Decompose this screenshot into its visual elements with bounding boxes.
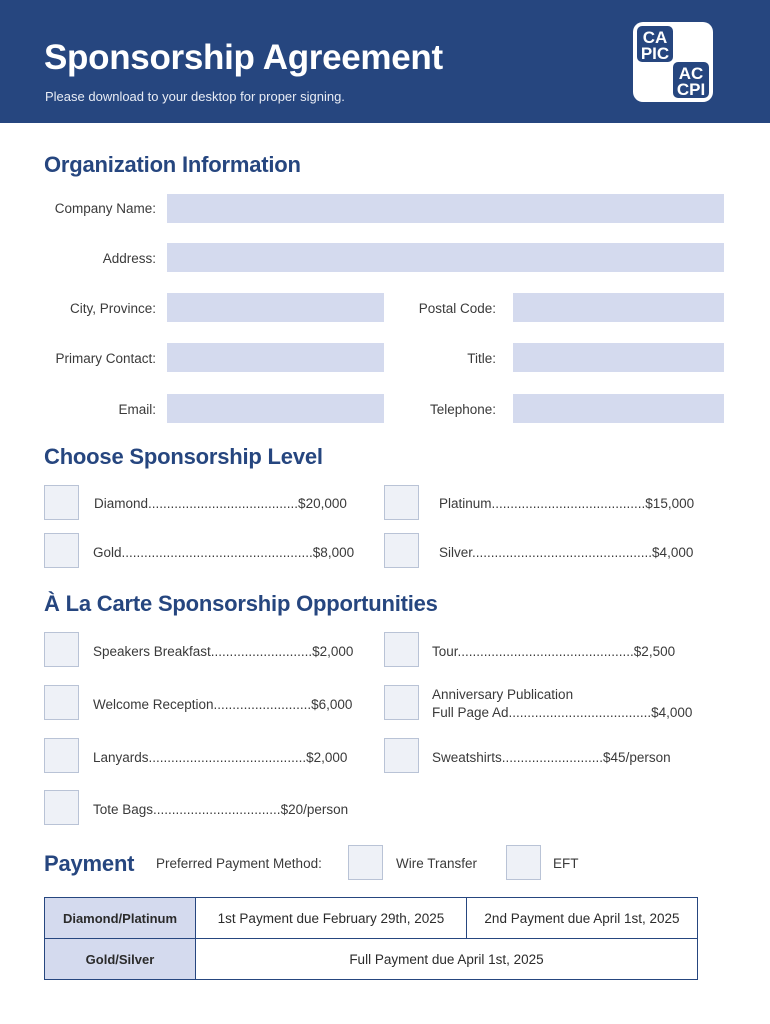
sweatshirts-label: Sweatshirts...........................$45/person bbox=[432, 750, 671, 765]
payment-section-title: Payment bbox=[44, 851, 135, 876]
payment-schedule-table bbox=[44, 897, 698, 980]
org-section-title: Organization Information bbox=[44, 152, 301, 177]
payment-cell: Full Payment due April 1st, 2025 bbox=[196, 939, 698, 980]
lanyards-checkbox[interactable] bbox=[44, 738, 79, 773]
header-banner bbox=[0, 0, 770, 123]
wire-transfer-label: Wire Transfer bbox=[396, 856, 478, 871]
city-province-label: City, Province: bbox=[69, 301, 156, 316]
tour-checkbox[interactable] bbox=[384, 632, 419, 667]
page-subtitle: Please download to your desktop for proper signing. bbox=[45, 89, 345, 104]
platinum-option-label: Platinum.........................................$15,000 bbox=[439, 496, 695, 511]
silver-option-label: Silver................................................$4,000 bbox=[439, 545, 694, 560]
welcome-reception-label: Welcome Reception..........................$6,000 bbox=[93, 697, 353, 712]
sweatshirts-checkbox[interactable] bbox=[384, 738, 419, 773]
svg-text:CA: CA bbox=[642, 28, 668, 47]
eft-checkbox[interactable] bbox=[506, 845, 541, 880]
title-field[interactable] bbox=[513, 343, 724, 372]
svg-text:PIC: PIC bbox=[640, 44, 670, 63]
silver-checkbox[interactable] bbox=[384, 533, 419, 568]
city-province-field[interactable] bbox=[167, 293, 384, 322]
capic-logo bbox=[633, 22, 713, 102]
eft-label: EFT bbox=[553, 856, 579, 871]
page-title: Sponsorship Agreement bbox=[44, 38, 443, 77]
diamond-checkbox[interactable] bbox=[44, 485, 79, 520]
level-section-title: Choose Sponsorship Level bbox=[44, 444, 323, 469]
anniversary-publication-label: Anniversary Publication bbox=[432, 687, 574, 702]
row-header-diamond-platinum: Diamond/Platinum bbox=[45, 898, 196, 939]
company-name-field[interactable] bbox=[167, 194, 724, 223]
gold-option-label: Gold...................................................$8,000 bbox=[93, 545, 355, 560]
diamond-option-label: Diamond........................................$20,000 bbox=[94, 496, 347, 511]
tour-label: Tour...............................................$2,500 bbox=[432, 644, 676, 659]
table-row bbox=[45, 898, 698, 939]
address-field[interactable] bbox=[167, 243, 724, 272]
anniversary-publication-checkbox[interactable] bbox=[384, 685, 419, 720]
full-page-ad-label: Full Page Ad......................................$4,000 bbox=[432, 705, 693, 720]
payment-cell: 2nd Payment due April 1st, 2025 bbox=[467, 898, 698, 939]
primary-contact-field[interactable] bbox=[167, 343, 384, 372]
postal-code-field[interactable] bbox=[513, 293, 724, 322]
speakers-breakfast-checkbox[interactable] bbox=[44, 632, 79, 667]
platinum-checkbox[interactable] bbox=[384, 485, 419, 520]
tote-bags-checkbox[interactable] bbox=[44, 790, 79, 825]
svg-text:AC: AC bbox=[678, 64, 704, 83]
primary-contact-label: Primary Contact: bbox=[55, 351, 156, 366]
tote-bags-label: Tote Bags..................................$20/person bbox=[93, 802, 349, 817]
lanyards-label: Lanyards..........................................$2,000 bbox=[93, 750, 348, 765]
row-header-gold-silver: Gold/Silver bbox=[45, 939, 196, 980]
postal-code-label: Postal Code: bbox=[418, 301, 496, 316]
wire-transfer-checkbox[interactable] bbox=[348, 845, 383, 880]
address-label: Address: bbox=[102, 251, 156, 266]
telephone-field[interactable] bbox=[513, 394, 724, 423]
title-label: Title: bbox=[467, 351, 496, 366]
payment-method-label: Preferred Payment Method: bbox=[156, 856, 322, 871]
alacarte-section-title: À La Carte Sponsorship Opportunities bbox=[44, 591, 438, 616]
svg-text:CPI: CPI bbox=[676, 80, 706, 99]
company-name-label: Company Name: bbox=[54, 201, 156, 216]
telephone-label: Telephone: bbox=[429, 402, 496, 417]
speakers-breakfast-label: Speakers Breakfast...........................$2,000 bbox=[93, 644, 354, 659]
payment-cell: 1st Payment due February 29th, 2025 bbox=[196, 898, 467, 939]
email-field[interactable] bbox=[167, 394, 384, 423]
email-label: Email: bbox=[118, 402, 156, 417]
gold-checkbox[interactable] bbox=[44, 533, 79, 568]
table-row bbox=[45, 939, 698, 980]
welcome-reception-checkbox[interactable] bbox=[44, 685, 79, 720]
